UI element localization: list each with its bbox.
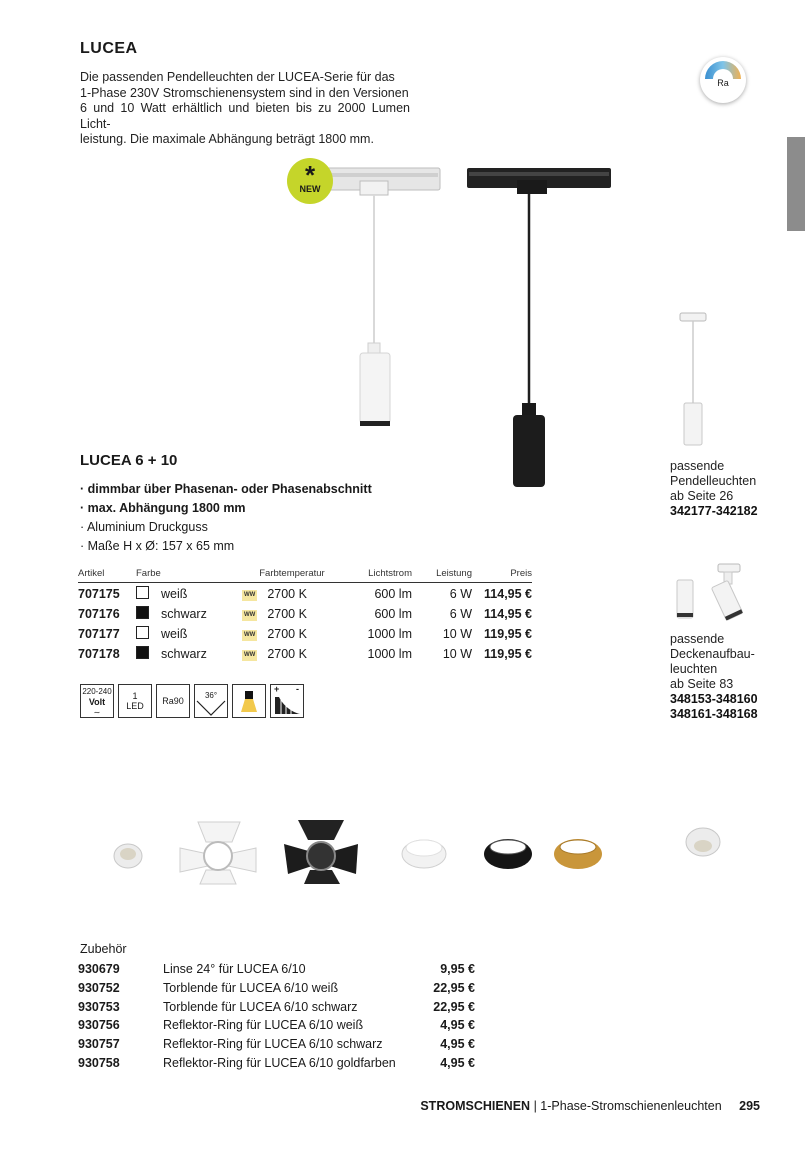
col-leistung: Leistung (412, 568, 472, 583)
new-star-icon: * (304, 160, 316, 190)
accessory-artikel: 930753 (78, 999, 120, 1014)
spec-table-row (78, 623, 532, 643)
pendant-caption (670, 459, 758, 519)
lens-image (114, 844, 142, 868)
accessory-artikel: 930752 (78, 981, 120, 996)
reflector-ring-black-image (484, 839, 532, 869)
accessory-artikel: 930756 (78, 1018, 120, 1033)
color-swatch (136, 626, 149, 639)
intro-line: Die passenden Pendelleuchten der LUCEA-Serie für das (80, 70, 395, 84)
col-preis: Preis (472, 568, 532, 583)
black-pendant-image (465, 163, 615, 493)
voltage-range: 220-240 (82, 686, 112, 696)
dim-plus: + (274, 684, 280, 694)
feature-item: · dimmbar über Phasenan- oder Phasenabschnitt (80, 480, 372, 499)
footer-subsection: 1-Phase-Stromschienenleuchten (540, 1099, 722, 1113)
accessory-price: 9,95 € (440, 962, 475, 977)
caption-code: 348153-348160 (670, 692, 758, 706)
cell-farbtemperatur (242, 643, 342, 663)
warm-white-badge: WW (242, 610, 257, 621)
footer-separator: | (533, 1099, 537, 1113)
cell-leistung: 6 W (449, 606, 472, 621)
caption-line: ab Seite 26 (670, 489, 734, 503)
cell-farbe (136, 603, 242, 623)
accessories-heading: Zubehör (80, 942, 127, 956)
cell-farbe (136, 623, 242, 643)
cell-lichtstrom: 1000 lm (367, 626, 412, 641)
cell-leistung: 10 W (442, 646, 472, 661)
cell-preis: 114,95 € (484, 606, 532, 621)
barndoor-black-image (284, 820, 358, 884)
spotlight-icon (236, 688, 262, 714)
spec-table-row (78, 643, 532, 663)
accessory-row (78, 1053, 475, 1072)
spec-icon-row (80, 684, 304, 718)
cell-artikel: 707176 (78, 606, 120, 621)
accessories-table (78, 960, 475, 1072)
new-label: NEW (299, 184, 321, 194)
color-label: weiß (161, 587, 188, 601)
reflector-ring-white-image (402, 840, 446, 868)
cell-leistung: 6 W (449, 586, 472, 601)
caption-line: leuchten (670, 662, 718, 676)
cell-artikel: 707178 (78, 646, 120, 661)
intro-line: 1-Phase 230V Stromschienensystem sind in den Versionen (80, 85, 409, 100)
accessory-row (78, 960, 475, 979)
caption-code: 342177-342182 (670, 504, 758, 518)
pendant-light-thumbnail (676, 310, 710, 450)
accessory-price: 4,95 € (440, 1055, 475, 1070)
product-title: LUCEA 6 + 10 (80, 452, 178, 469)
cell-lichtstrom: 600 lm (374, 586, 412, 601)
warm-white-badge: WW (242, 630, 257, 641)
cell-artikel: 707175 (78, 586, 120, 601)
caption-line: passende (670, 459, 725, 473)
color-swatch (136, 586, 149, 599)
cell-preis: 119,95 € (484, 626, 532, 641)
page-title: LUCEA (80, 40, 138, 57)
voltage-unit: Volt (88, 696, 106, 707)
accessory-description: Torblende für LUCEA 6/10 schwarz (163, 999, 358, 1014)
cell-preis: 119,95 € (484, 646, 532, 661)
warm-white-badge: WW (242, 590, 257, 601)
accessory-artikel: 930758 (78, 1055, 120, 1070)
cell-preis: 114,95 € (484, 586, 532, 601)
accessory-row (78, 1016, 475, 1035)
caption-line: Pendelleuchten (670, 474, 757, 488)
accessory-description: Reflektor-Ring für LUCEA 6/10 weiß (163, 1018, 364, 1033)
warm-white-badge: WW (242, 650, 257, 661)
color-swatch (136, 606, 149, 619)
col-lichtstrom: Lichtstrom (342, 568, 412, 583)
color-label: weiß (161, 627, 188, 641)
temp-value: 2700 K (267, 626, 307, 641)
page-number: 295 (739, 1099, 760, 1113)
caption-line: ab Seite 83 (670, 677, 734, 691)
accessory-price: 4,95 € (440, 1018, 475, 1033)
cell-leistung: 10 W (442, 626, 472, 641)
ceiling-light-thumbnail (670, 560, 750, 626)
accessory-images (108, 818, 728, 890)
ra-badge-label: Ra (717, 78, 729, 88)
led-count: 1 (132, 691, 138, 701)
voltage-icon: 220-240 Volt ∼ (80, 684, 114, 718)
lens-image-side (686, 828, 720, 856)
spec-table-row (78, 603, 532, 623)
led-count-icon (118, 684, 152, 718)
temp-value: 2700 K (267, 586, 307, 601)
accessory-description: Linse 24° für LUCEA 6/10 (163, 962, 306, 977)
feature-item: · Maße H x Ø: 157 x 65 mm (80, 537, 372, 556)
led-label: LED (126, 701, 144, 711)
beam-angle-value: 36° (204, 691, 218, 700)
accessory-description: Reflektor-Ring für LUCEA 6/10 schwarz (163, 1037, 383, 1052)
intro-text (80, 70, 410, 148)
new-badge (287, 158, 333, 204)
cell-lichtstrom: 1000 lm (367, 646, 412, 661)
dimming-curve-icon (271, 685, 303, 717)
cell-farbe (136, 583, 242, 604)
feature-item: · Aluminium Druckguss (80, 518, 372, 537)
accessory-artikel: 930679 (78, 962, 120, 977)
temp-value: 2700 K (267, 646, 307, 661)
col-farbtemperatur: Farbtemperatur (242, 568, 342, 583)
cell-lichtstrom: 600 lm (374, 606, 412, 621)
accessory-price: 22,95 € (433, 981, 475, 996)
feature-item: · max. Abhängung 1800 mm (80, 499, 372, 518)
color-label: schwarz (161, 647, 207, 661)
barndoor-white-image (180, 822, 256, 884)
beam-angle-graphic (195, 685, 227, 717)
spec-table-row (78, 583, 532, 604)
color-swatch (136, 646, 149, 659)
section-tab (787, 137, 805, 231)
temp-value: 2700 K (267, 606, 307, 621)
accessory-row (78, 997, 475, 1016)
cell-farbtemperatur (242, 623, 342, 643)
dim-minus: - (296, 684, 299, 694)
cell-farbe (136, 643, 242, 663)
spec-table-header (78, 568, 532, 583)
caption-line: Deckenaufbau- (670, 647, 755, 661)
accessory-description: Torblende für LUCEA 6/10 weiß (163, 981, 339, 996)
cri-icon (156, 684, 190, 718)
accessory-price: 4,95 € (440, 1037, 475, 1052)
accessory-row (78, 1035, 475, 1054)
cell-farbtemperatur (242, 583, 342, 604)
cri-label: Ra90 (162, 696, 184, 706)
accessory-row (78, 979, 475, 998)
cell-farbtemperatur (242, 603, 342, 623)
ra-badge (700, 57, 746, 103)
reflector-ring-gold-image (554, 839, 602, 869)
caption-line: passende (670, 632, 725, 646)
feature-list (80, 480, 372, 556)
col-farbe: Farbe (136, 568, 242, 583)
intro-line: leistung. Die maximale Abhängung beträgt 1800 mm. (80, 132, 374, 146)
color-label: schwarz (161, 607, 207, 621)
light-type-icon (232, 684, 266, 718)
col-artikel: Artikel (78, 568, 136, 583)
cell-artikel: 707177 (78, 626, 120, 641)
accessory-price: 22,95 € (433, 999, 475, 1014)
page-footer (420, 1099, 760, 1113)
caption-code: 348161-348168 (670, 707, 758, 721)
ceiling-caption (670, 632, 758, 722)
intro-line: 6 und 10 Watt erhältlich und bieten bis zu 2000 Lumen Licht- (80, 101, 410, 131)
beam-angle-icon (194, 684, 228, 718)
spec-table (78, 568, 532, 663)
footer-section: STROMSCHIENEN (420, 1099, 531, 1113)
white-pendant-image (310, 163, 445, 433)
accessory-artikel: 930757 (78, 1037, 120, 1052)
dimmable-icon (270, 684, 304, 718)
accessory-description: Reflektor-Ring für LUCEA 6/10 goldfarben (163, 1055, 396, 1070)
